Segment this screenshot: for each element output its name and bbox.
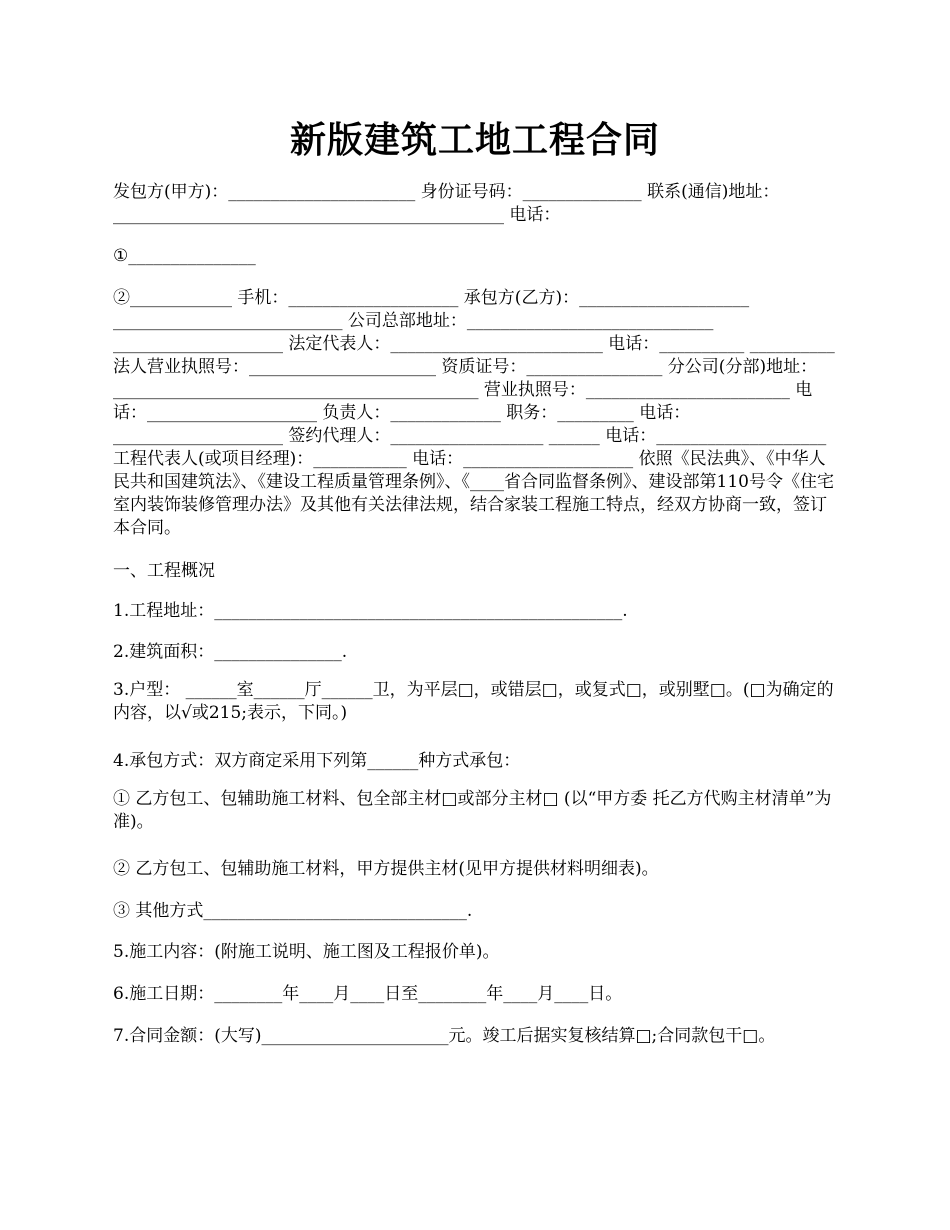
party-a-paragraph: 发包方(甲方)：______________________ 身份证号码：______________ 联系(通信)地址：______________________________________________ 电话： (113, 182, 780, 225)
contract-method-line: 4.承包方式：双方商定采用下列第______种方式承包： (113, 751, 521, 771)
document-title: 新版建筑工地工程合同 (289, 119, 660, 161)
method-option-3: ③ 其他方式_______________________________. (113, 901, 473, 921)
house-type-paragraph: 3.户型： ______室______厅______卫，为平层□，或错层□，或复式□，或别墅□。(□为确定的内容，以√或215;表示，下同。) (113, 680, 834, 723)
contract-amount-line: 7.合同金额：(大写)______________________元。竣工后据实复核结算□;合同款包干□。 (113, 1026, 776, 1046)
project-address-line: 1.工程地址：________________________________________________. (113, 601, 628, 621)
construction-content-line: 5.施工内容：(附施工说明、施工图及工程报价单)。 (113, 942, 500, 962)
method-option-1: ① 乙方包工、包辅助施工材料、包全部主材□或部分主材□ (以“甲方委 托乙方代购主材清单”为准)。 (113, 789, 832, 832)
party-b-paragraph: ②____________ 手机：____________________ 承包方(乙方)：____________________ ___________________________ 公司总部地址：_____________________________ ____________________ 法定代表人：_________________________ 电话：__________ __________ 法人营业执照号：______________________ 资质证号：________________ 分公司(分部)地址：___________________________________________ 营业执照号：________________________ 电话：____________________ 负责人：_____________ 职务：_________ 电话：____________________ 签约代理人：__________________ ______ 电话：____________________ 工程代表人(或项目经理)：___________ 电话：____________________ 依照《民法典》、《中华人民共和国建筑法》、《建设工程质量管理条例》、《____省合同监督条例》、建设部第110号令《住宅室内装饰装修管理办法》及其他有关法律法规，结合家装工程施工特点，经双方协商一致，签订本合同。 (113, 288, 835, 538)
section-heading-overview: 一、工程概况 (113, 561, 215, 581)
construction-date-line: 6.施工日期：________年____月____日至________年____月____日。 (113, 984, 623, 1004)
method-option-2: ② 乙方包工、包辅助施工材料，甲方提供主材(见甲方提供材料明细表)。 (113, 859, 659, 879)
building-area-line: 2.建筑面积：_______________. (113, 642, 348, 662)
item-1-paragraph: ①_______________ (113, 246, 256, 266)
